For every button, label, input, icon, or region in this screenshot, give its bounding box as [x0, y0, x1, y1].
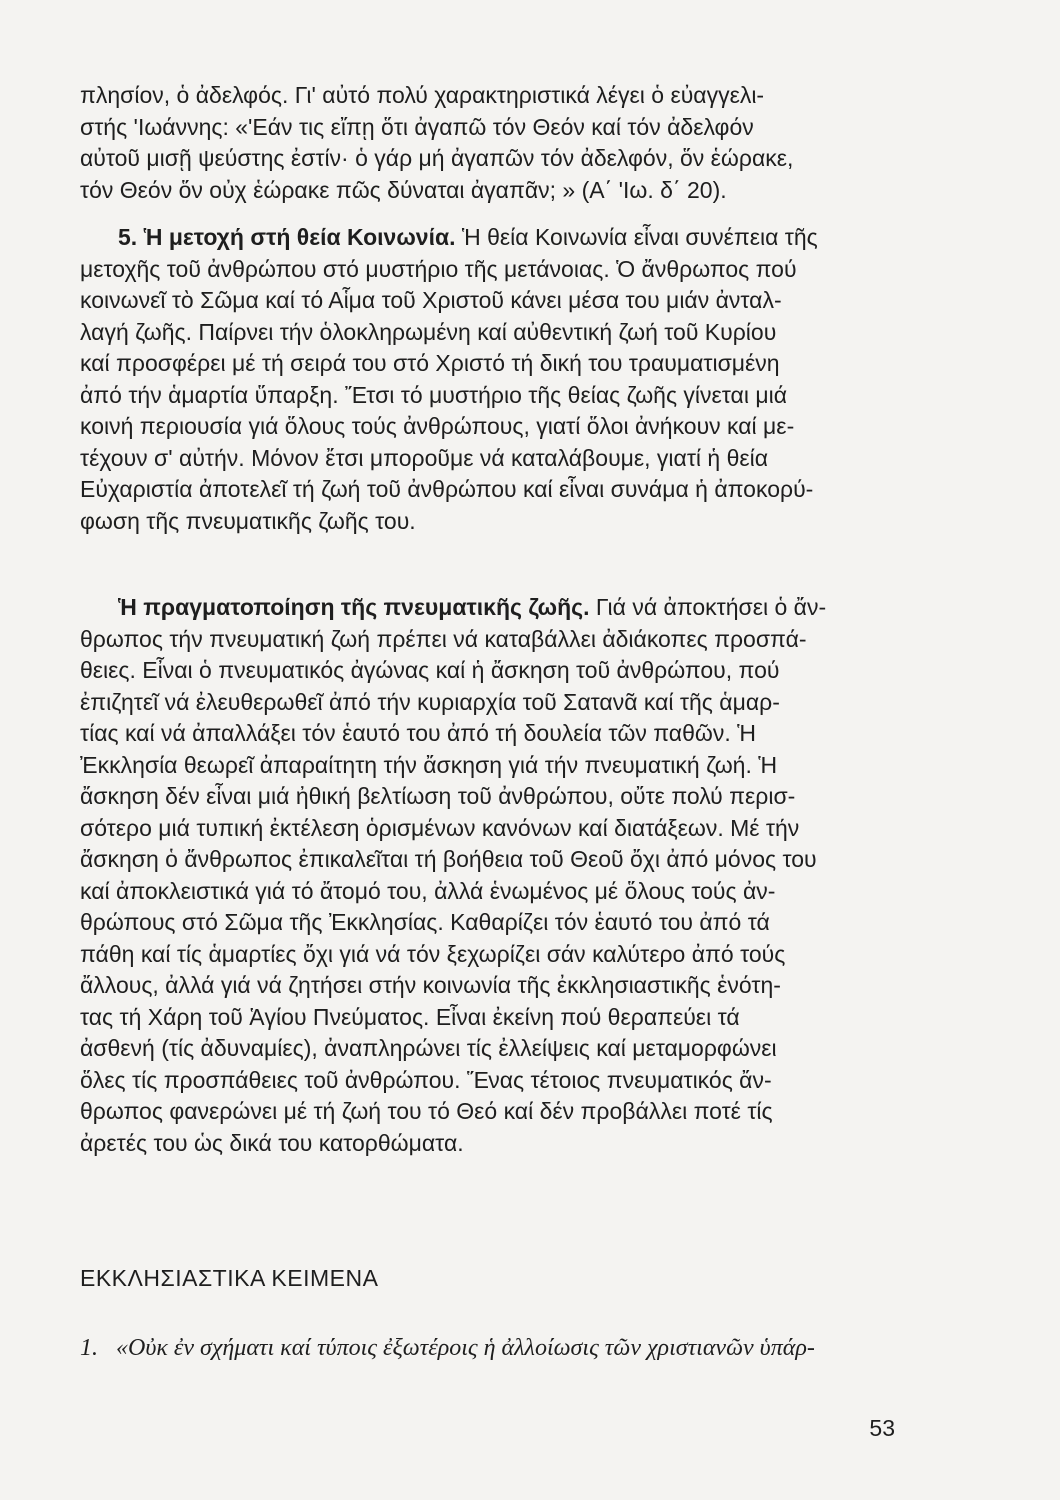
quote-excerpt — [80, 1335, 1000, 1362]
text-line: κοινή περιουσία γιά ὅλους τούς ἀνθρώπους, γιατί ὅλοι ἀνήκουν καί με- — [80, 413, 795, 439]
text-line: λαγή ζωῆς. Παίρνει τήν ὁλοκληρωμένη καί αὐθεντική ζωή τοῦ Κυρίου — [80, 318, 777, 345]
text-line: Ἡ πραγματοποίηση τῆς πνευματικῆς ζωῆς. Γιά νά ἀποκτήσει ὁ ἄν- — [118, 594, 827, 620]
text-line: 5. Ἡ μετοχή στή θεία Κοινωνία. Ἡ θεία Κοινωνία εἶναι συνέπεια τῆς — [118, 224, 818, 250]
text-line: ἀπό τήν ἁμαρτία ὕπαρξη. Ἔτσι τό μυστήριο τῆς θείας ζωῆς γίνεται μιά — [80, 381, 787, 408]
text-line: ἄσκηση δέν εἶναι μιά ἠθική βελτίωση τοῦ ἀνθρώπου, οὔτε πολύ περισ- — [80, 783, 796, 809]
text-line: ἐπιζητεῖ νά ἐλευθερωθεῖ ἀπό τήν κυριαρχία τοῦ Σατανᾶ καί τῆς ἁμαρ- — [80, 688, 780, 715]
text-line: ὅλες τίς προσπάθειες τοῦ ἀνθρώπου. Ἕνας τέτοιος πνευματικός ἄν- — [80, 1066, 772, 1093]
text-line: θρώπους στό Σῶμα τῆς Ἐκκλησίας. Καθαρίζει τόν ἑαυτό του ἀπό τά — [80, 909, 770, 935]
text-line: Ἐκκλησία θεωρεῖ ἀπαραίτητη τήν ἄσκηση γιά τήν πνευματική ζωή. Ἡ — [80, 751, 778, 778]
text-line: αὐτοῦ μισῇ ψεύστης ἐστίν· ὁ γάρ μή ἀγαπῶν τόν ἀδελφόν, ὅν ἑώρακε, — [80, 145, 794, 171]
text-line: θρωπος τήν πνευματική ζωή πρέπει νά καταβάλλει ἀδιάκοπες προσπά- — [80, 625, 807, 652]
paragraph-3 — [118, 592, 1000, 624]
text-line: ἄσκηση ὁ ἄνθρωπος ἐπικαλεῖται τή βοήθεια τοῦ Θεοῦ ὄχι ἀπό μόνος του — [80, 846, 817, 872]
text-line: τέχουν σ' αὐτήν. Μόνον ἔτσι μποροῦμε νά καταλάβουμε, γιατί ἡ θεία — [80, 444, 769, 471]
text-line: πάθη καί τίς ἁμαρτίες ὄχι γιά νά τόν ξεχωρίζει σάν καλύτερο ἀπό τούς — [80, 940, 786, 967]
paragraph-1 — [80, 80, 1000, 206]
text-line: καί ἀποκλειστικά γιά τό ἄτομό του, ἀλλά ἑνωμένος μέ ὅλους τούς ἀν- — [80, 877, 776, 904]
text-line: τίας καί νά ἀπαλλάξει τόν ἑαυτό του ἀπό τή δουλεία τῶν παθῶν. Ἡ — [80, 720, 756, 746]
text-line: τας τή Χάρη τοῦ Ἁγίου Πνεύματος. Εἶναι ἐκείνη πού θεραπεύει τά — [80, 1003, 740, 1030]
quote-text: «Οὐκ ἐν σχήματι καί τύποις ἐξωτέροις ἡ ἀλλοίωσις τῶν χριστιανῶν ὑπάρ- — [116, 1335, 815, 1361]
text-line: τόν Θεόν ὅν οὐχ ἑώρακε πῶς δύναται ἀγαπᾶν; » (Α΄ 'Ιω. δ΄ 20). — [80, 176, 727, 203]
text-line: θρωπος φανερώνει μέ τή ζωή του τό Θεό καί δέν προβάλλει ποτέ τίς — [80, 1098, 773, 1124]
text-line: πλησίον, ὁ ἀδελφός. Γι' αὐτό πολύ χαρακτηριστικά λέγει ὁ εὐαγγελι- — [80, 82, 765, 108]
paragraph-lead: 5. Ἡ μετοχή στή θεία Κοινωνία. — [118, 224, 456, 250]
page-number: 53 — [869, 1415, 895, 1441]
quote-number: 1. — [80, 1335, 98, 1361]
text-line: φωση τῆς πνευματικῆς ζωῆς του. — [80, 507, 416, 534]
text-line: μετοχῆς τοῦ ἀνθρώπου στό μυστήριο τῆς μετάνοιας. Ὁ ἄνθρωπος πού — [80, 255, 797, 282]
text-line: καί προσφέρει μέ τή σειρά του στό Χριστό τή δική του τραυματισμένη — [80, 350, 780, 376]
paragraph-3-body — [80, 624, 1000, 1160]
paragraph-2 — [118, 222, 1000, 254]
text-line: σότερο μιά τυπική ἐκτέλεση ὁρισμένων κανόνων καί διατάξεων. Μέ τήν — [80, 814, 800, 841]
text-line: κοινωνεῖ τὸ Σῶμα καί τό Αἷμα τοῦ Χριστοῦ κάνει μέσα του μιάν ἀνταλ- — [80, 287, 782, 313]
text-line: στής 'Ιωάννης: «'Εάν τις εἴπῃ ὅτι ἀγαπῶ τόν Θεόν καί τόν ἀδελφόν — [80, 113, 754, 140]
section-heading: ΕΚΚΛΗΣΙΑΣΤΙΚΑ ΚΕΙΜΕΝΑ — [80, 1265, 379, 1291]
text-line: Εὐχαριστία ἀποτελεῖ τή ζωή τοῦ ἀνθρώπου καί εἶναι συνάμα ἡ ἀποκορύ- — [80, 476, 814, 502]
text-line: ἀρετές του ὡς δικά του κατορθώματα. — [80, 1129, 464, 1156]
text-line: ἄλλους, ἀλλά γιά νά ζητήσει στήν κοινωνία τῆς ἐκκλησιαστικῆς ἑνότη- — [80, 972, 781, 998]
paragraph-2-body — [80, 254, 1000, 538]
text-line: θειες. Εἶναι ὁ πνευματικός ἀγώνας καί ἡ ἄσκηση τοῦ ἀνθρώπου, πού — [80, 657, 780, 683]
text-line: ἀσθενή (τίς ἀδυναμίες), ἀναπληρώνει τίς ἐλλείψεις καί μεταμορφώνει — [80, 1035, 777, 1061]
paragraph-lead: Ἡ πραγματοποίηση τῆς πνευματικῆς ζωῆς. — [118, 594, 590, 620]
